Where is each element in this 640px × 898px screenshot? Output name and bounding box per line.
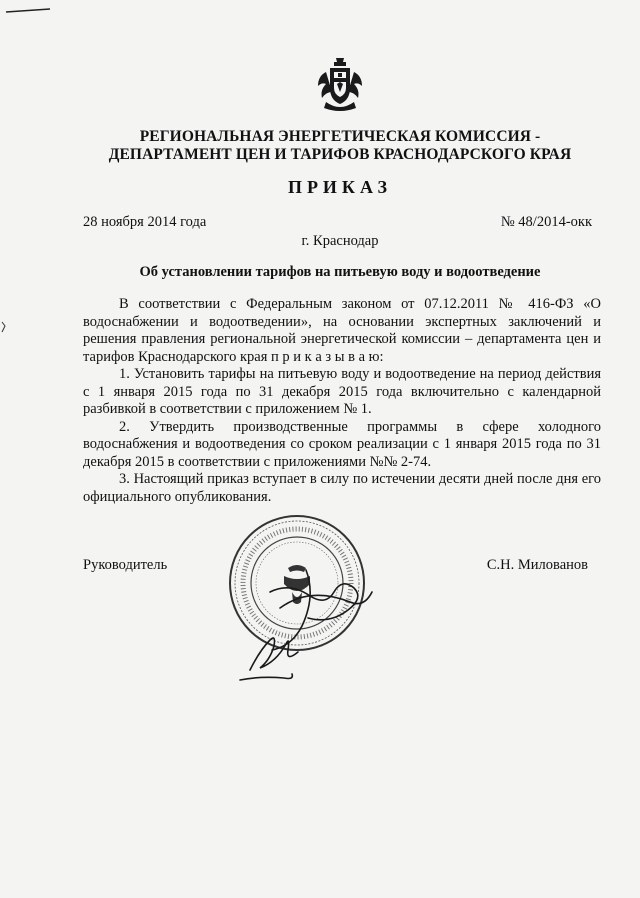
header-line-2: ДЕПАРТАМЕНТ ЦЕН И ТАРИФОВ КРАСНОДАРСКОГО КРАЯ <box>108 146 572 163</box>
paragraph-preamble: В соответствии с Федеральным законом от 07.12.2011 № 416-ФЗ «О водоснабжении и водоотведении», на основании экспертных заключений и решения правления региональной энергетической комиссии – департамента цен и тарифов Краснодарского края п р и к а з ы в а ю: <box>83 296 601 365</box>
scan-artifact-mark <box>0 320 8 336</box>
scan-artifact-line <box>4 6 52 16</box>
coat-of-arms-icon <box>316 56 364 112</box>
signatory-role: Руководитель <box>83 557 168 573</box>
document-type-title: ПРИКАЗ <box>287 177 393 197</box>
document-city: г. Краснодар <box>301 233 379 249</box>
document-number: № 48/2014-окк <box>500 214 592 230</box>
signatory-name: С.Н. Милованов <box>486 557 588 573</box>
document-date: 28 ноября 2014 года <box>83 214 207 230</box>
header-line-1: РЕГИОНАЛЬНАЯ ЭНЕРГЕТИЧЕСКАЯ КОМИССИЯ - <box>139 128 541 145</box>
paragraph-item-2: 2. Утвердить производственные программы в сфере холодного водоснабжения и водоотведения со сроком реализации с 1 января 2015 года по 31 декабря 2015 в соответствии с приложениями №№ 2-74. <box>83 418 601 470</box>
handwritten-signature <box>210 530 390 700</box>
document-subject: Об установлении тарифов на питьевую воду и водоотведение <box>139 264 541 280</box>
paragraph-item-1: 1. Установить тарифы на питьевую воду и водоотведение на период действия с 1 января 2015 года по 31 декабря 2015 года включительно с календарной разбивкой в соответствии с приложением № 1. <box>83 366 601 417</box>
paragraph-item-3: 3. Настоящий приказ вступает в силу по истечении десяти дней после дня его официального опубликования. <box>83 471 601 505</box>
document-body <box>83 296 601 506</box>
